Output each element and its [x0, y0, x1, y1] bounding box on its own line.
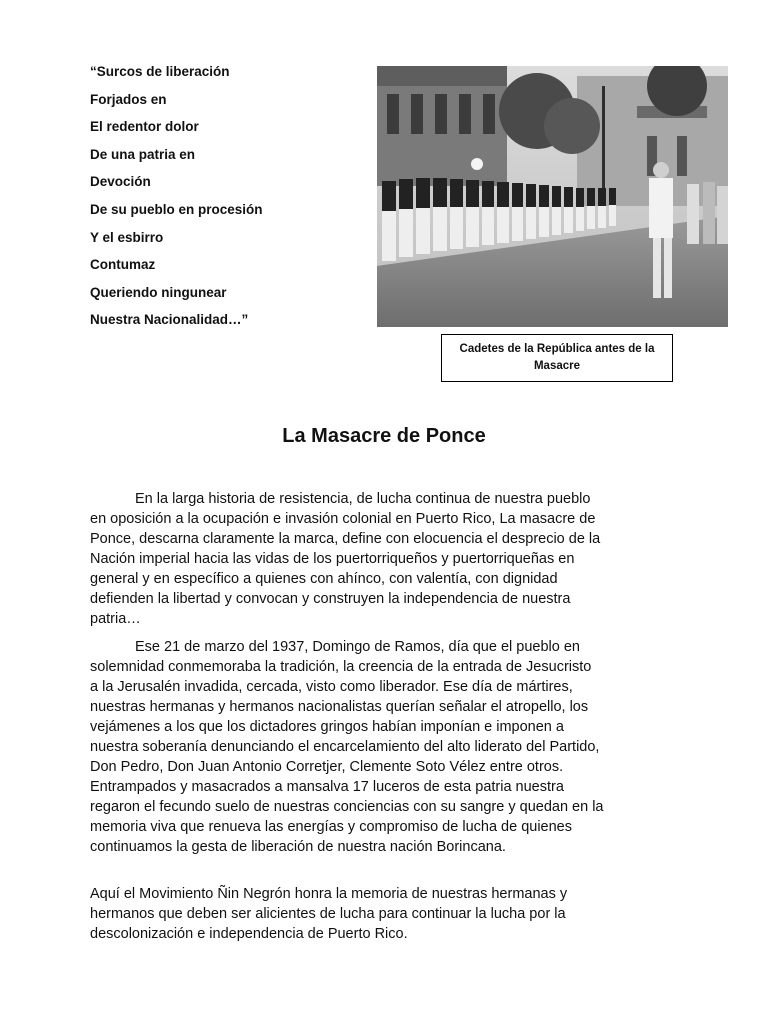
- caption-line: Masacre: [533, 360, 581, 372]
- text-line: patria…: [90, 611, 141, 627]
- poem-line: Contumaz: [90, 257, 156, 273]
- photo-caption: [441, 334, 673, 382]
- photo-illustration: [377, 66, 728, 327]
- poem-line: Y el esbirro: [90, 229, 164, 245]
- poem-line: El redentor dolor: [90, 119, 199, 135]
- text-line: memoria viva que renueva las energías y compromiso de lucha de quienes: [90, 819, 572, 835]
- text-line: nuestras hermanas y hermanos nacionalistas querían señalar el atropello, los: [90, 699, 589, 715]
- text-line: en oposición a la ocupación e invasión colonial en Puerto Rico, La masacre de: [90, 511, 596, 527]
- text-line: descolonización e independencia de Puerto Rico.: [90, 926, 408, 942]
- text-line: defienden la libertad y convocan y construyen la independencia de nuestra: [90, 591, 571, 607]
- text-line: hermanos que deben ser alicientes de lucha para continuar la lucha por la: [90, 906, 566, 922]
- text-line: vejámenes a los que los dictadores gringos habían imponían e imponen a: [90, 719, 564, 735]
- paragraph: [90, 489, 680, 629]
- text-line: regaron el fecundo suelo de nuestras conciencias con su sangre y quedan en la: [90, 799, 604, 815]
- poem-line: Queriendo ningunear: [90, 284, 227, 300]
- poem-line: Devoción: [90, 174, 151, 190]
- text-line: Entrampados y masacrados a mansalva 17 luceros de esta patria nuestra: [90, 779, 564, 795]
- poem-line: De una patria en: [90, 146, 196, 162]
- historical-photo: [377, 66, 728, 327]
- caption-line: Cadetes de la República antes de la: [459, 343, 655, 355]
- text-line: Ese 21 de marzo del 1937, Domingo de Ramos, día que el pueblo en: [135, 639, 580, 655]
- text-line: Nación imperial hacia las vidas de los puertorriqueños y puertorriqueñas en: [90, 551, 575, 567]
- poem-line: “Surcos de liberación: [90, 64, 230, 79]
- text-line: a la Jerusalén invadida, cercada, visto como liberador. Ese día de mártires,: [90, 679, 573, 695]
- text-line: continuamos la gesta de liberación de nuestra nación Borincana.: [90, 839, 506, 855]
- page-title: La Masacre de Ponce: [282, 425, 486, 447]
- paragraph: [90, 637, 680, 857]
- text-line: nuestra soberanía denunciando el encarcelamiento del alto liderato del Partido,: [90, 739, 600, 755]
- poem-line: De su pueblo en procesión: [90, 201, 263, 217]
- paragraph: [90, 884, 680, 944]
- poem-line: Forjados en: [90, 91, 167, 107]
- text-line: Aquí el Movimiento Ñin Negrón honra la memoria de nuestras hermanas y: [90, 886, 568, 902]
- text-line: solemnidad conmemoraba la tradición, la creencia de la entrada de Jesucristo: [90, 659, 592, 675]
- text-line: En la larga historia de resistencia, de lucha continua de nuestra pueblo: [135, 491, 591, 507]
- text-line: general y en específico a quienes con ahínco, con valentía, con dignidad: [90, 571, 558, 587]
- poem-line: Nuestra Nacionalidad…”: [90, 312, 249, 328]
- text-line: Ponce, descarna claramente la marca, define con elocuencia el desprecio de la: [90, 531, 601, 547]
- text-line: Don Pedro, Don Juan Antonio Corretjer, Clemente Soto Vélez entre otros.: [90, 759, 564, 775]
- poem: [90, 62, 360, 338]
